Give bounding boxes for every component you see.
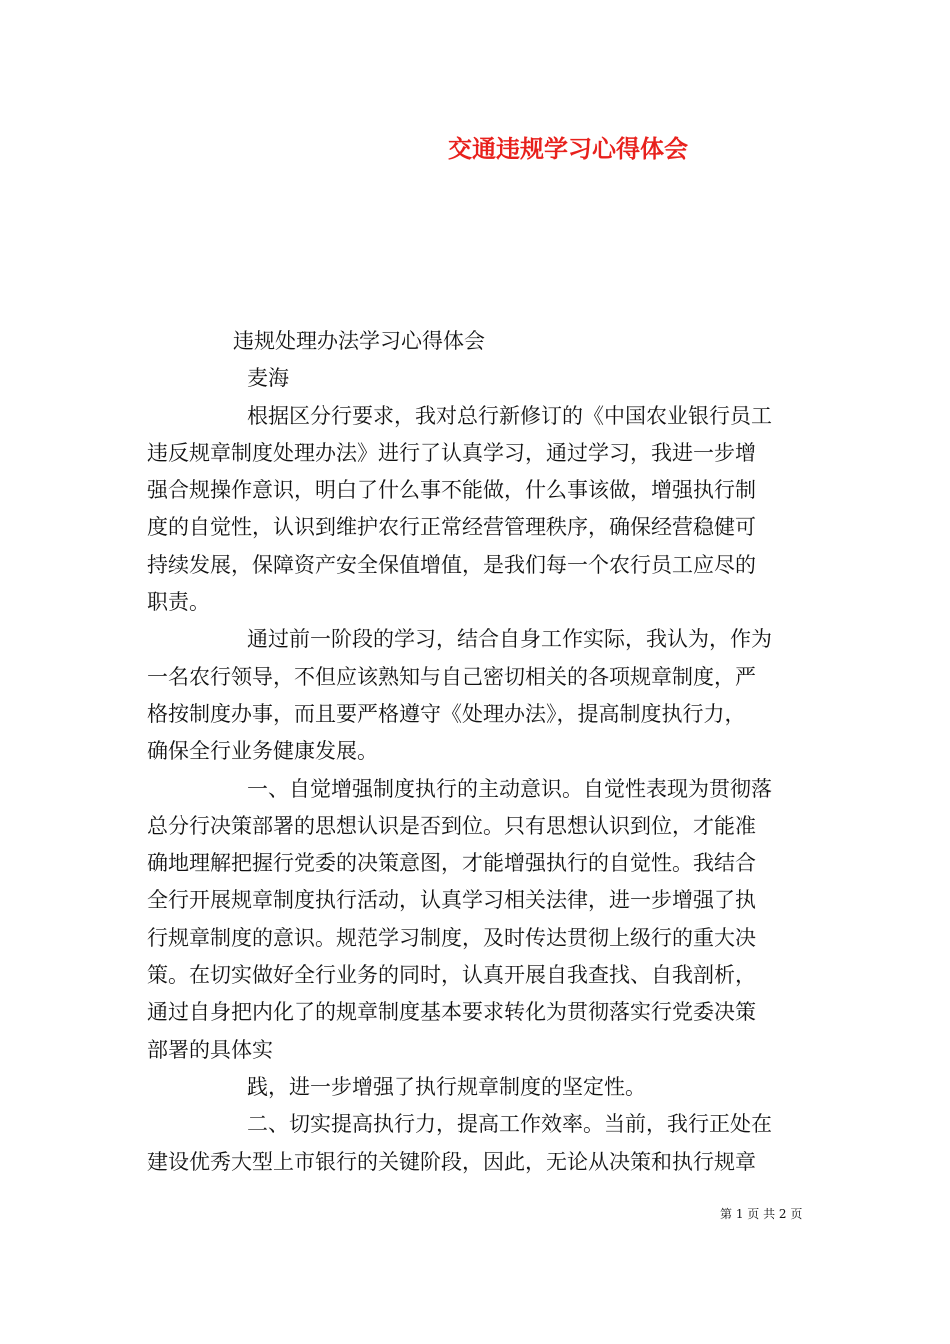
paragraph-line: 度的自觉性，认识到维护农行正常经营管理秩序，确保经营稳健可	[147, 515, 756, 540]
article-subtitle: 违规处理办法学习心得体会	[233, 329, 485, 353]
paragraph-line: 通过前一阶段的学习，结合自身工作实际，我认为，作为	[247, 627, 772, 652]
paragraph-line: 策。在切实做好全行业务的同时，认真开展自我查找、自我剖析，	[147, 963, 756, 988]
paragraph-line: 一、自觉增强制度执行的主动意识。自觉性表现为贯彻落	[247, 776, 772, 801]
paragraph-line: 行规章制度的意识。规范学习制度，及时传达贯彻上级行的重大决	[147, 925, 756, 950]
paragraph-line: 总分行决策部署的思想认识是否到位。只有思想认识到位，才能准	[147, 813, 756, 838]
document-body	[147, 323, 807, 1181]
document-title: 交通违规学习心得体会	[448, 134, 688, 163]
paragraph-line: 根据区分行要求，我对总行新修订的《中国农业银行员工	[247, 403, 772, 428]
paragraph-line: 部署的具体实	[147, 1037, 273, 1062]
paragraph-line: 全行开展规章制度执行活动，认真学习相关法律，进一步增强了执	[147, 888, 756, 913]
paragraph-line: 建设优秀大型上市银行的关键阶段，因此，无论从决策和执行规章	[147, 1149, 756, 1174]
paragraph-line: 确保全行业务健康发展。	[147, 739, 378, 764]
paragraph-line: 二、切实提高执行力，提高工作效率。当前，我行正处在	[247, 1112, 772, 1137]
author-name: 麦海	[247, 366, 289, 391]
paragraph-line: 职责。	[147, 590, 210, 615]
paragraph-line: 强合规操作意识，明白了什么事不能做，什么事该做，增强执行制	[147, 478, 756, 503]
paragraph-line: 一名农行领导，不但应该熟知与自己密切相关的各项规章制度，严	[147, 664, 756, 689]
page-number-footer: 第 1 页 共 2 页	[720, 1207, 803, 1221]
paragraph-line: 通过自身把内化了的规章制度基本要求转化为贯彻落实行党委决策	[147, 1000, 756, 1025]
paragraph-line: 持续发展，保障资产安全保值增值，是我们每一个农行员工应尽的	[147, 552, 756, 577]
paragraph-line: 格按制度办事，而且要严格遵守《处理办法》，提高制度执行力，	[147, 701, 746, 726]
paragraph-line: 确地理解把握行党委的决策意图，才能增强执行的自觉性。我结合	[147, 851, 756, 876]
paragraph-line: 违反规章制度处理办法》进行了认真学习，通过学习，我进一步增	[147, 440, 756, 465]
paragraph-line: 践，进一步增强了执行规章制度的坚定性。	[247, 1074, 646, 1099]
